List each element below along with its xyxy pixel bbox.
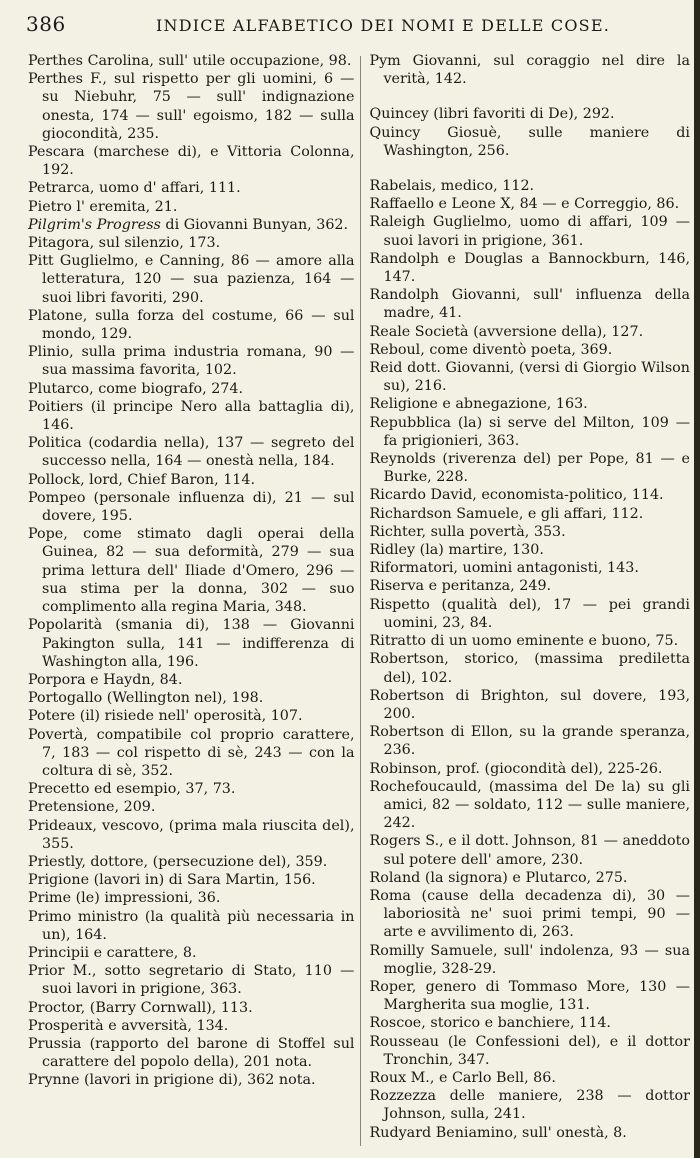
index-entry: Roscoe, storico e banchiere, 114. (369, 1015, 611, 1032)
index-entry: Rabelais, medico, 112. (369, 178, 535, 195)
index-entry: Pym Giovanni, sul coraggio nel dire la verità, 142. (369, 53, 690, 88)
index-entry: Prosperità e avversità, 134. (28, 1017, 229, 1034)
index-entry: Pilgrim's Progress di Giovanni Bunyan, 362. (28, 216, 349, 233)
index-entry: Ritratto di un uomo eminente e buono, 75. (369, 633, 679, 650)
index-entry: Pompeo (personale influenza di), 21 — sul dovere, 195. (28, 489, 355, 525)
index-entry: Reynolds (riverenza del) per Pope, 81 — e Burke, 228. (369, 451, 690, 486)
index-entry: Principii e carattere, 8. (28, 944, 197, 961)
index-entry: Pitt Guglielmo, e Canning, 86 — amore alla letteratura, 120 — sua pazienza, 164 — suoi libri favoriti, 290. (28, 253, 355, 306)
index-entry: Roland (la signora) e Plutarco, 275. (369, 869, 628, 886)
index-entry: Pitagora, sul silenzio, 173. (28, 235, 221, 252)
index-entry: Reboul, come diventò poeta, 369. (369, 341, 613, 358)
index-entry: Raleigh Guglielmo, uomo di affari, 109 — suoi lavori in prigione, 361. (369, 214, 690, 249)
index-entry: Platone, sulla forza del costume, 66 — sul mondo, 129. (28, 307, 355, 343)
index-entry: Rochefoucauld, (massima del De la) su gli amici, 82 — soldato, 112 — sulle maniere, 242. (369, 778, 690, 832)
entry-title-italic: Pilgrim's Progress (28, 216, 161, 233)
index-entry: Prideaux, vescovo, (prima mala riuscita del), 355. (28, 817, 355, 852)
index-entry: Pope, come stimato dagli operai della Guinea, 82 — sua deformità, 279 — sua prima lettura dell' Iliade d'Omero, 296 — sua stima per la donna, 302 — suo complimento alla regina Maria, 348. (28, 526, 355, 616)
index-entry: Rozzezza delle maniere, 238 — dottor Johnson, sulla, 241. (369, 1088, 690, 1123)
index-entry: Riformatori, uomini antagonisti, 143. (369, 560, 639, 577)
index-entry: Pietro l' eremita, 21. (28, 198, 178, 215)
index-entry: Roux M., e Carlo Bell, 86. (369, 1069, 556, 1086)
index-entry: Portogallo (Wellington nel), 198. (28, 690, 264, 707)
index-entry: Quincey (libri favoriti di De), 292. (369, 106, 615, 123)
index-entry: Rispetto (qualità del), 17 — pei grandi uomini, 23, 84. (369, 596, 690, 631)
index-entry: Repubblica (la) si serve del Milton, 109 — fa prigionieri, 363. (369, 414, 690, 449)
page-header (26, 12, 686, 42)
index-entry: Riserva e peritanza, 249. (369, 578, 552, 595)
index-entry: Politica (codardia nella), 137 — segreto del successo nella, 164 — onestà nella, 184. (28, 435, 355, 470)
index-entry: Randolph Giovanni, sull' influenza della madre, 41. (369, 287, 690, 322)
index-entry: Rousseau (le Confessioni del), e il dottor Tronchin, 347. (369, 1033, 690, 1068)
index-entry: Reid dott. Giovanni, (versi di Giorgio Wilson su), 216. (369, 360, 690, 395)
index-entry: Roper, genero di Tommaso More, 130 — Margherita sua moglie, 131. (369, 978, 690, 1014)
index-entry: Roma (cause della decadenza di), 30 — laboriosità ne' suoi primi tempi, 90 — arte e avvilimento di, 263. (369, 887, 690, 941)
index-entry: Pretensione, 209. (28, 799, 156, 816)
index-entry: Priestly, dottore, (persecuzione del), 359. (28, 853, 328, 870)
index-entry: Petrarca, uomo d' affari, 111. (28, 180, 241, 197)
index-entry: Robertson, storico, (massima prediletta del), 102. (369, 651, 690, 686)
index-entry: Prynne (lavori in prigione di), 362 nota. (28, 1072, 316, 1089)
index-entry: Proctor, (Barry Cornwall), 113. (28, 999, 253, 1016)
index-entry: Quincy Giosuè, sulle maniere di Washington, 256. (369, 124, 690, 159)
page-edge-shadow (694, 0, 700, 1158)
index-entry: Perthes F., sul rispetto per gli uomini, 6 — su Niebuhr, 75 — sull' indignazione onesta, 174 — sull' egoismo, 182 — sulla giocondità, 235. (28, 71, 355, 142)
index-entry: Popolarità (smania di), 138 — Giovanni Pakington sulla, 141 — indifferenza di Washington alla, 196. (28, 617, 355, 670)
index-entry: Plutarco, come biografo, 274. (28, 380, 244, 397)
index-entry: Reale Società (avversione della), 127. (369, 323, 644, 340)
index-entry: Plinio, sulla prima industria romana, 90 — sua massima favorita, 102. (28, 344, 355, 379)
right-column (361, 52, 690, 1148)
index-entry: Rogers S., e il dott. Johnson, 81 — aneddoto sul potere dell' amore, 230. (369, 833, 690, 868)
index-entry: Raffaello e Leone X, 84 — e Correggio, 86. (369, 196, 680, 213)
index-entry: Romilly Samuele, sull' indolenza, 93 — sua moglie, 328-29. (369, 942, 690, 977)
index-entry: Randolph e Douglas a Bannockburn, 146, 147. (369, 250, 690, 286)
index-entry: Prime (le) impressioni, 36. (28, 890, 221, 907)
index-entry: Robinson, prof. (giocondità del), 225-26. (369, 760, 663, 777)
left-column (28, 52, 360, 1148)
index-columns (28, 52, 690, 1148)
index-entry: Ricardo David, economista-politico, 114. (369, 487, 664, 504)
index-entry: Robertson di Brighton, sul dovere, 193, 200. (369, 687, 690, 722)
index-entry: Precetto ed esempio, 37, 73. (28, 781, 236, 798)
index-entry: Potere (il) risiede nell' operosità, 107. (28, 708, 303, 725)
index-entry: Ridley (la) martire, 130. (369, 542, 544, 559)
index-entry: Perthes Carolina, sull' utile occupazione, 98. (28, 53, 352, 69)
index-entry: Richardson Samuele, e gli affari, 112. (369, 505, 644, 522)
index-entry: Porpora e Haydn, 84. (28, 671, 183, 688)
index-entry: Pollock, lord, Chief Baron, 114. (28, 471, 256, 488)
index-entry: Robertson di Ellon, su la grande speranza, 236. (369, 724, 690, 759)
index-entry: Primo ministro (la qualità più necessaria in un), 164. (28, 908, 355, 943)
index-entry: Prussia (rapporto del barone di Stoffel sul carattere del popolo della), 201 nota. (28, 1035, 355, 1071)
index-entry: Prigione (lavori in) di Sara Martin, 156. (28, 872, 316, 889)
index-entry: Poitiers (il principe Nero alla battaglia di), 146. (28, 398, 355, 434)
index-entry: Richter, sulla povertà, 353. (369, 523, 566, 540)
index-entry: Rudyard Beniamino, sull' onestà, 8. (369, 1124, 627, 1141)
index-entry: Prior M., sotto segretario di Stato, 110 — suoi lavori in prigione, 363. (28, 963, 355, 998)
index-entry: Povertà, compatibile col proprio carattere, 7, 183 — col rispetto di sè, 243 — con la coltura di sè, 352. (28, 726, 355, 779)
index-entry: Religione e abnegazione, 163. (369, 396, 588, 413)
index-entry: Pescara (marchese di), e Vittoria Colonna, 192. (28, 144, 355, 179)
running-title: INDICE ALFABETICO DEI NOMI E DELLE COSE. (156, 16, 610, 35)
page-number: 386 (26, 12, 66, 36)
